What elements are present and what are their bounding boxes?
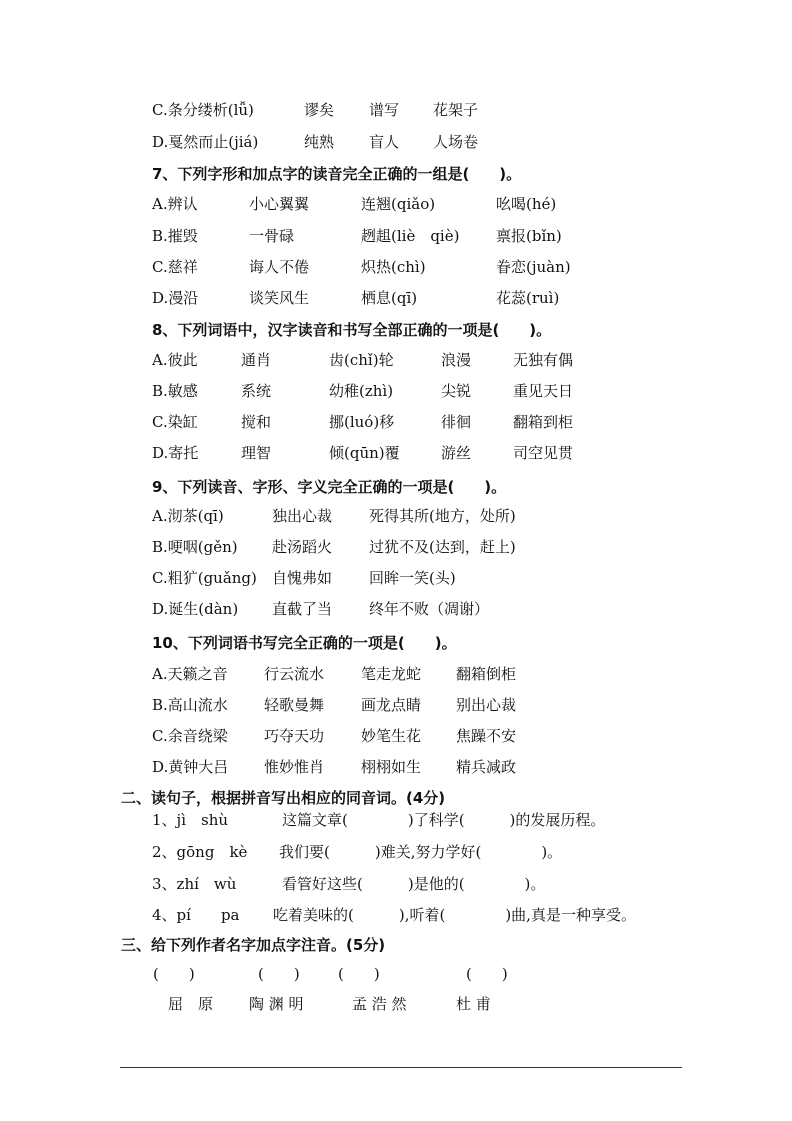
sec2-line3-pinyin: 3、zhí wù [152,875,237,893]
q10-a-1: A.天籁之音 [152,665,228,683]
q8-d-2: 理智 [241,444,272,462]
sec2-line1-sentence: 这篇文章( )了科学( )的发展历程。 [282,811,606,829]
q7-c-4: 眷恋(juàn) [496,258,571,276]
q10-c-1: C.余音绕梁 [152,727,228,745]
q9-c-2: 自愧弗如 [272,569,333,587]
q7-d-2: 谈笑风生 [249,289,310,307]
sec3-name-4: 杜 甫 [456,995,491,1013]
sec2-line4-sentence: 吃着美味的( ),听着( )曲,真是一种享受。 [273,906,636,924]
sec3-name-2: 陶 渊 明 [249,995,304,1013]
q7-c-3: 炽热(chì) [361,258,426,276]
q7-d-1: D.漫沿 [152,289,199,307]
q8-d-5: 司空见贯 [513,444,574,462]
q7-b-3: 趔趄(liè qiè) [361,227,460,245]
section-2-title: 二、读句子，根据拼音写出相应的同音词。(4分) [121,789,446,807]
section-3-title: 三、给下列作者名字加点字注音。(5分) [121,936,386,954]
q7-b-4: 禀报(bǐn) [496,227,562,245]
q10-stem: 10、下列词语书写完全正确的一项是( )。 [152,634,457,652]
q7-b-1: B.摧毁 [152,227,198,245]
q8-c-3: 挪(luó)移 [329,413,395,431]
q6-option-c-word1: C.条分缕析(lǚ) [152,101,254,119]
q7-c-1: C.慈祥 [152,258,198,276]
q9-d-2: 直截了当 [272,600,333,618]
sec2-line1-pinyin: 1、jì shù [152,811,229,829]
q8-a-5: 无独有偶 [513,351,574,369]
q7-d-3: 栖息(qī) [361,289,418,307]
q10-a-3: 笔走龙蛇 [361,665,422,683]
footer-rule [120,1067,682,1068]
q9-b-3: 过犹不及(达到，赶上) [369,538,516,556]
q10-b-3: 画龙点睛 [361,696,422,714]
q8-b-1: B.敏感 [152,382,198,400]
q10-d-4: 精兵减政 [456,758,517,776]
q8-b-4: 尖锐 [441,382,472,400]
sec3-bracket-2: ( ) [258,965,300,983]
q9-c-1: C.粗犷(guǎng) [152,569,257,587]
q8-d-1: D.寄托 [152,444,199,462]
sec2-line2-pinyin: 2、gōng kè [152,843,248,861]
q9-b-2: 赴汤蹈火 [272,538,333,556]
q10-d-3: 栩栩如生 [361,758,422,776]
q9-d-3: 终年不败（凋谢） [369,600,490,618]
sec2-line4-pinyin: 4、pí pa [152,906,240,924]
q8-a-2: 通肖 [241,351,272,369]
q10-d-2: 惟妙惟肖 [264,758,325,776]
q10-a-2: 行云流水 [264,665,325,683]
q7-d-4: 花蕊(ruì) [496,289,560,307]
q10-b-1: B.高山流水 [152,696,228,714]
sec2-line3-sentence: 看管好这些( )是他的( )。 [282,875,546,893]
q8-stem: 8、下列词语中，汉字读音和书写全部正确的一项是( )。 [152,321,552,339]
q8-c-2: 搅和 [241,413,272,431]
q9-a-1: A.沏茶(qī) [152,507,224,525]
sec3-bracket-3: ( ) [338,965,380,983]
q6-option-d-word2: 纯熟 [304,133,335,151]
sec3-bracket-4: ( ) [466,965,508,983]
q6-option-d-word1: D.戛然而止(jiá) [152,133,259,151]
sec3-name-1: 屈 原 [168,995,214,1013]
q9-c-3: 回眸一笑(头) [369,569,456,587]
q8-c-4: 徘徊 [441,413,472,431]
q7-a-3: 连翘(qiǎo) [361,195,436,213]
q7-a-4: 吆喝(hé) [496,195,557,213]
q10-b-4: 别出心裁 [456,696,517,714]
q7-stem: 7、下列字形和加点字的读音完全正确的一组是( )。 [152,165,522,183]
q8-c-5: 翻箱到柜 [513,413,574,431]
q10-d-1: D.黄钟大吕 [152,758,229,776]
q10-c-2: 巧夺天功 [264,727,325,745]
q6-option-d-word4: 人场卷 [433,133,479,151]
q7-b-2: 一骨碌 [249,227,295,245]
q8-c-1: C.染缸 [152,413,198,431]
sec3-name-3: 孟 浩 然 [352,995,407,1013]
q8-a-4: 浪漫 [441,351,472,369]
q8-b-2: 系统 [241,382,272,400]
q9-stem: 9、下列读音、字形、字义完全正确的一项是( )。 [152,478,507,496]
q9-a-3: 死得其所(地方，处所) [369,507,516,525]
q8-b-5: 重见天日 [513,382,574,400]
q10-a-4: 翻箱倒柜 [456,665,517,683]
q10-c-4: 焦躁不安 [456,727,517,745]
q9-a-2: 独出心裁 [272,507,333,525]
q6-option-c-word3: 谱写 [369,101,400,119]
sec2-line2-sentence: 我们要( )难关,努力学好( )。 [279,843,563,861]
q8-a-1: A.彼此 [152,351,198,369]
q8-d-3: 倾(qūn)覆 [329,444,400,462]
q7-a-1: A.辨认 [152,195,198,213]
q7-c-2: 诲人不倦 [249,258,310,276]
sec3-bracket-1: ( ) [153,965,195,983]
q9-b-1: B.哽咽(gěn) [152,538,238,556]
q6-option-c-word2: 谬矣 [304,101,335,119]
q10-b-2: 轻歌曼舞 [264,696,325,714]
q8-d-4: 游丝 [441,444,472,462]
q9-d-1: D.诞生(dàn) [152,600,239,618]
q6-option-c-word4: 花架子 [433,101,479,119]
q10-c-3: 妙笔生花 [361,727,422,745]
q6-option-d-word3: 盲人 [369,133,400,151]
q8-b-3: 幼稚(zhì) [329,382,394,400]
q7-a-2: 小心翼翼 [249,195,310,213]
q8-a-3: 齿(chǐ)轮 [329,351,394,369]
